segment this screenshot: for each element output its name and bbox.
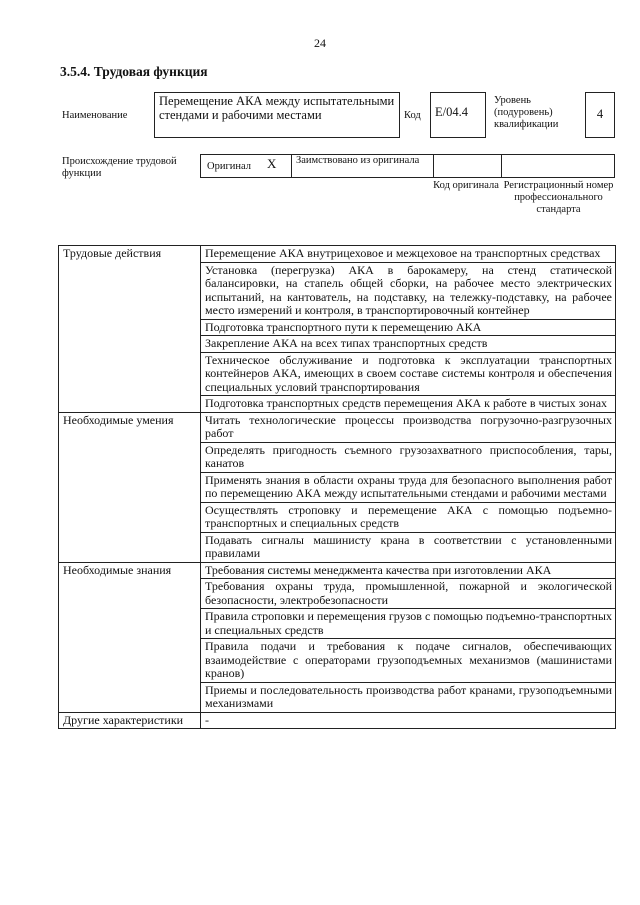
level-label: Уровень (подуровень) квалификации <box>494 95 559 130</box>
section-title: Необходимые умения <box>59 412 201 562</box>
page-number: 24 <box>314 36 326 50</box>
section-item: Правила подачи и требования к подаче сигналов, обеспечивающих взаимодействие с операторами грузоподъемных механизмов (машинистами кранов) <box>201 639 616 683</box>
section-item: Осуществлять строповку и перемещение АКА с помощью подъемно-транспортных и специальных средств <box>201 502 616 532</box>
original-label: Оригинал <box>207 161 251 172</box>
table-row <box>59 562 616 579</box>
table-row <box>59 412 616 442</box>
reg-caption: Регистрационный номер профессионального стандарта <box>503 180 614 215</box>
borrowed-cell <box>291 155 434 177</box>
original-cell <box>201 155 292 177</box>
section-item: Применять знания в области охраны труда для безопасного выполнения работ по перемещению АКА между испытательными стендами и рабочими местами <box>201 472 616 502</box>
section-item: Подготовка транспортного пути к перемещению АКА <box>201 319 616 336</box>
section-item: Правила строповки и перемещения грузов с помощью подъемно-транспортных и специальных средств <box>201 609 616 639</box>
function-code: E/04.4 <box>430 92 486 138</box>
section-item: Закрепление АКА на всех типах транспортных средств <box>201 336 616 353</box>
section-item: Требования системы менеджмента качества при изготовлении АКА <box>201 562 616 579</box>
origin-row <box>200 154 615 178</box>
origin-code-cell <box>433 155 502 177</box>
section-item: Техническое обслуживание и подготовка к эксплуатации транспортных контейнеров АКА, имеющих в своем составе системы контроля и обеспечения специальных условий транспортирования <box>201 352 616 396</box>
section-title: Другие характеристики <box>59 712 201 729</box>
section-heading: 3.5.4. Трудовая функция <box>60 64 208 79</box>
section-item: Подготовка транспортных средств перемещения АКА к работе в чистых зонах <box>201 396 616 413</box>
borrowed-label: Заимствовано из оригинала <box>296 155 420 166</box>
origin-label: Происхождение трудовой функции <box>62 156 177 179</box>
qualification-level: 4 <box>585 92 615 138</box>
section-title: Трудовые действия <box>59 246 201 413</box>
function-name: Перемещение АКА между испытательными стендами и рабочими местами <box>154 92 400 138</box>
section-item: - <box>201 712 616 729</box>
table-row <box>59 246 616 263</box>
name-label: Наименование <box>62 110 128 121</box>
function-table <box>58 245 616 729</box>
section-item: Читать технологические процессы производства погрузочно-разгрузочных работ <box>201 412 616 442</box>
section-item: Установка (перегрузка) АКА в барокамеру, на стенд статической балансировки, на стапель общей сборки, на рабочее место электрических испытаний, на кантователь, на подставку, на тележку-подставку, на рабочее место измерений и контроля, в транспортировочный контейнер <box>201 262 616 319</box>
section-item: Подавать сигналы машинисту крана в соответствии с установленными правилами <box>201 532 616 562</box>
original-mark: X <box>267 156 277 171</box>
code-caption: Код оригинала <box>433 180 499 191</box>
section-title: Необходимые знания <box>59 562 201 712</box>
table-row <box>59 712 616 729</box>
section-item: Приемы и последовательность производства работ кранами, грузоподъемными механизмами <box>201 682 616 712</box>
section-item: Перемещение АКА внутрицеховое и межцеховое на транспортных средствах <box>201 246 616 263</box>
reg-number-cell <box>501 155 614 177</box>
section-item: Определять пригодность съемного грузозахватного приспособления, тары, канатов <box>201 442 616 472</box>
section-item: Требования охраны труда, промышленной, пожарной и экологической безопасности, электробезопасности <box>201 579 616 609</box>
code-label: Код <box>404 110 421 121</box>
